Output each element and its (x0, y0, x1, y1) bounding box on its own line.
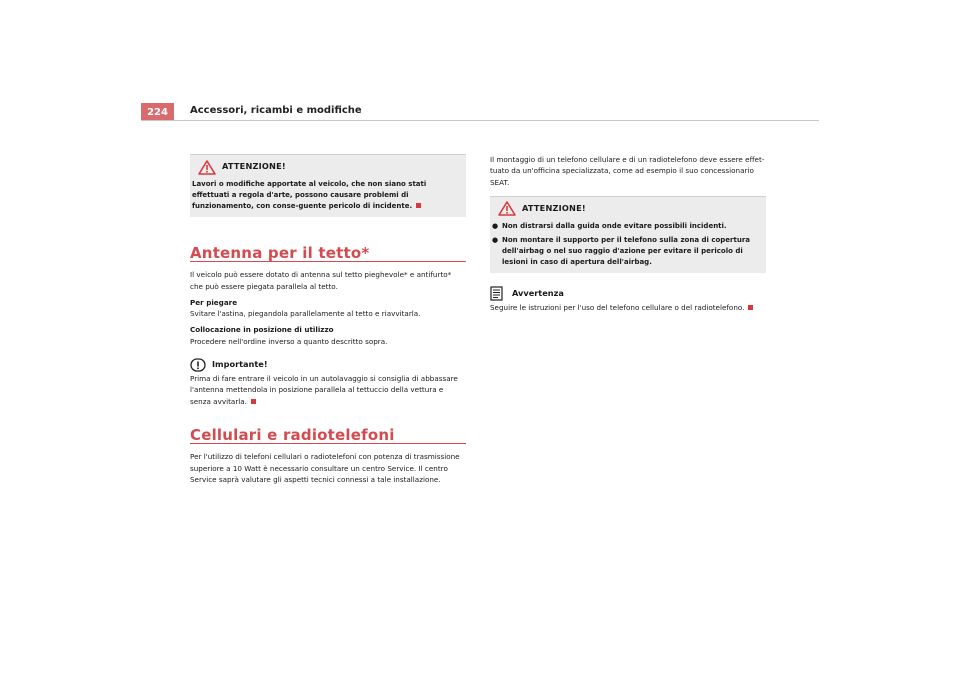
warning-text-block (190, 179, 466, 217)
left-column (190, 154, 466, 485)
note-icon (490, 286, 506, 301)
warning-header (190, 155, 466, 179)
bullet-icon: ● (492, 221, 499, 230)
important-exclamation-icon (190, 358, 206, 372)
section-heading-antenna: Antenna per il tetto* (190, 248, 466, 262)
end-mark-icon (251, 399, 256, 404)
place-text: Procedere nell'ordine inverso a quanto descritto sopra. (190, 336, 388, 346)
important-text: Prima di fare entrare il veicolo in un autolavaggio si consiglia di abbassare l'antenna mettendola in posizione parallela al tettuccio della vettura e senza avvitarla. (190, 374, 458, 406)
warning-title: ATTENZIONE! (222, 161, 286, 172)
list-item (492, 221, 763, 232)
fold-text: Svitare l'astina, piegandola parallelamente al tetto e riavvitarla. (190, 309, 421, 319)
note-text: Seguire le istruzioni per l'uso del telefono cellulare o del radiotelefono. (490, 302, 745, 312)
warning-box-phone (490, 196, 766, 273)
note-title: Avvertenza (512, 287, 564, 298)
section-heading-phones: Cellulari e radiotelefoni (190, 430, 466, 444)
page-number: 224 (141, 103, 174, 121)
bullet-text: Non montare il supporto per il telefono sulla zona di copertura dell'airbag o nel suo raggio d'azione per evitare il pericolo di lesioni in caso di apertura dell'airbag. (502, 235, 751, 266)
antenna-intro: Il veicolo può essere dotato di antenna sul tetto pieghevole* e antifurto* che può essere piegata parallela al tetto. (190, 270, 452, 291)
warning-triangle-icon (198, 160, 216, 175)
warning-box (190, 154, 466, 217)
important-title: Importante! (212, 358, 268, 369)
important-header (190, 356, 466, 373)
right-column (490, 154, 766, 313)
bullet-icon: ● (492, 235, 499, 244)
list-item (492, 235, 763, 268)
warning-title-phone: ATTENZIONE! (522, 203, 586, 214)
place-label: Collocazione in posizione di utilizzo (190, 325, 334, 335)
fold-label: Per piegare (190, 297, 238, 307)
phones-text: Per l'utilizzo di telefoni cellulari o radiotelefoni con potenza di trasmissione superiore a 10 Watt è necessario consultare un centro Service. Il centro Service saprà valutare gli aspetti tecnici connessi a tale installazione. (190, 452, 460, 484)
warning-triangle-icon (498, 201, 516, 216)
end-mark-icon (416, 203, 421, 208)
bullet-text: Non distrarsi dalla guida onde evitare possibili incidenti. (502, 221, 727, 230)
end-mark-icon (748, 305, 753, 310)
warning-header-phone (490, 197, 766, 221)
page-title: Accessori, ricambi e modifiche (190, 105, 362, 116)
note-header (490, 285, 766, 302)
warning-bullets (490, 221, 766, 273)
warning-text: Lavori o modifiche apportate al veicolo, che non siano stati effettuati a regola d'arte, possono causare problemi di funzionamento, con conse-guente pericolo di incidente. (192, 180, 427, 210)
header-divider (141, 120, 819, 121)
install-intro: Il montaggio di un telefono cellulare e di un radiotelefono deve essere effet-tuato da un'officina specializzata, come ad esempio il suo concessionario SEAT. (490, 155, 765, 187)
